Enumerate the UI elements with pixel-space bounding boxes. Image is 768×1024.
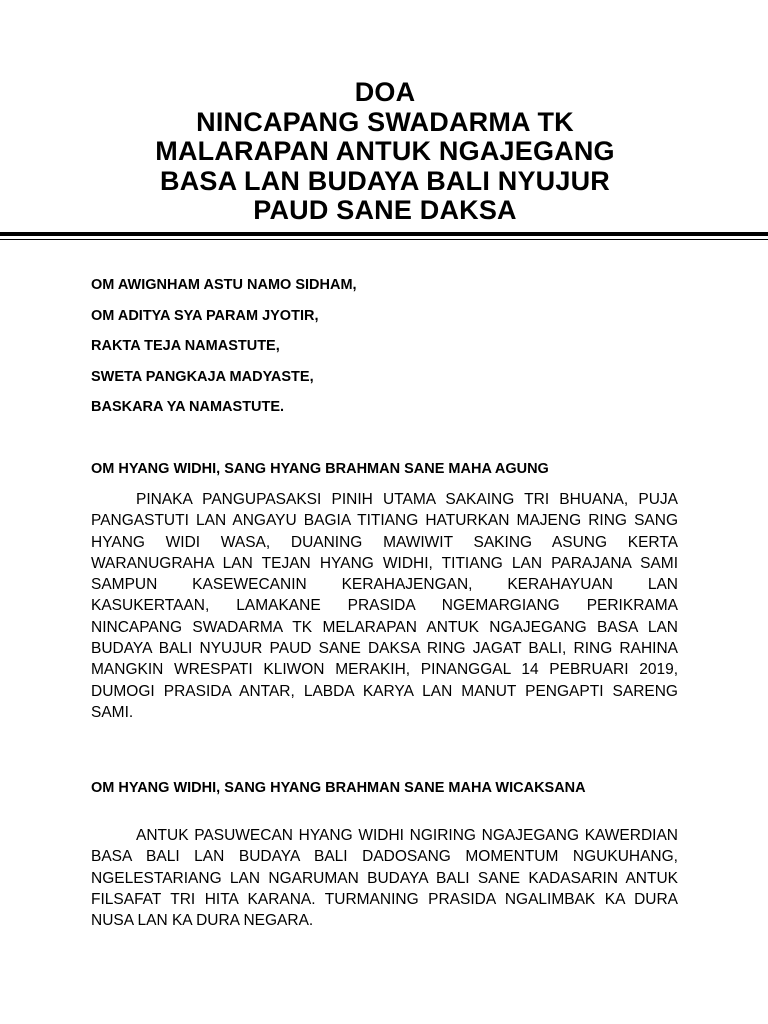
section-paragraph: ANTUK PASUWECAN HYANG WIDHI NGIRING NGAJEGANG KAWERDIAN BASA BALI LAN BUDAYA BALI DADOSANG MOMENTUM NGUKUHANG, NGELESTARIANG LAN NGARUMAN BUDAYA BALI SANE KADASARIN ANTUK FILSAFAT TRI HITA KARANA. TURMANING PRASIDA NGALIMBAK KA DURA NUSA LAN KA DURA NEGARA. [91, 827, 678, 930]
title-line: PAUD SANE DAKSA [253, 195, 517, 225]
title-line: NINCAPANG SWADARMA TK [196, 106, 574, 137]
mantra-line: SWETA PANGKAJA MADYASTE, [91, 368, 314, 385]
title-line: MALARAPAN ANTUK NGAJEGANG [155, 136, 615, 166]
section-heading: OM HYANG WIDHI, SANG HYANG BRAHMAN SANE MAHA WICAKSANA [91, 780, 586, 796]
mantra-line: RAKTA TEJA NAMASTUTE, [91, 338, 280, 354]
section-heading: OM HYANG WIDHI, SANG HYANG BRAHMAN SANE MAHA AGUNG [91, 461, 549, 477]
mantra-line: OM ADITYA SYA PARAM JYOTIR, [91, 307, 319, 324]
title-line: BASA LAN BUDAYA BALI NYUJUR [160, 165, 610, 196]
title-divider-thick [0, 232, 768, 236]
document-title [90, 78, 680, 226]
section-paragraph: PINAKA PANGUPASAKSI PINIH UTAMA SAKAING TRI BHUANA, PUJA PANGASTUTI LAN ANGAYU BAGIA TITIANG HATURKAN MAJENG RING SANG HYANG WIDI WASA, DUANING MAWIWIT SAKING ASUNG KERTA WARANUGRAHA LAN TEJAN HYANG WIDHI, TITIANG LAN PARAJANA SAMI SAMPUN KASEWECANIN KERAHAJENGAN, KERAHAYUAN LAN KASUKERTAAN, LAMAKANE PRASIDA NGEMARGIANG PERIKRAMA NINCAPANG SWADARMA TK MELARAPAN ANTUK NGAJEGANG BASA LAN BUDAYA BALI NYUJUR PAUD SANE DAKSA RING JAGAT BALI, RING RAHINA MANGKIN WRESPATI KLIWON MERAKIH, PINANGGAL 14 PEBRUARI 2019, DUMOGI PRASIDA ANTAR, LABDA KARYA LAN MANUT PENGAPTI SARENG SAMI. [91, 491, 678, 721]
mantra-line: OM AWIGNHAM ASTU NAMO SIDHAM, [91, 277, 357, 293]
mantra-list [91, 275, 357, 428]
mantra-line: BASKARA YA NAMASTUTE. [91, 399, 285, 415]
title-divider-thin [0, 239, 768, 240]
title-line: DOA [354, 77, 416, 107]
